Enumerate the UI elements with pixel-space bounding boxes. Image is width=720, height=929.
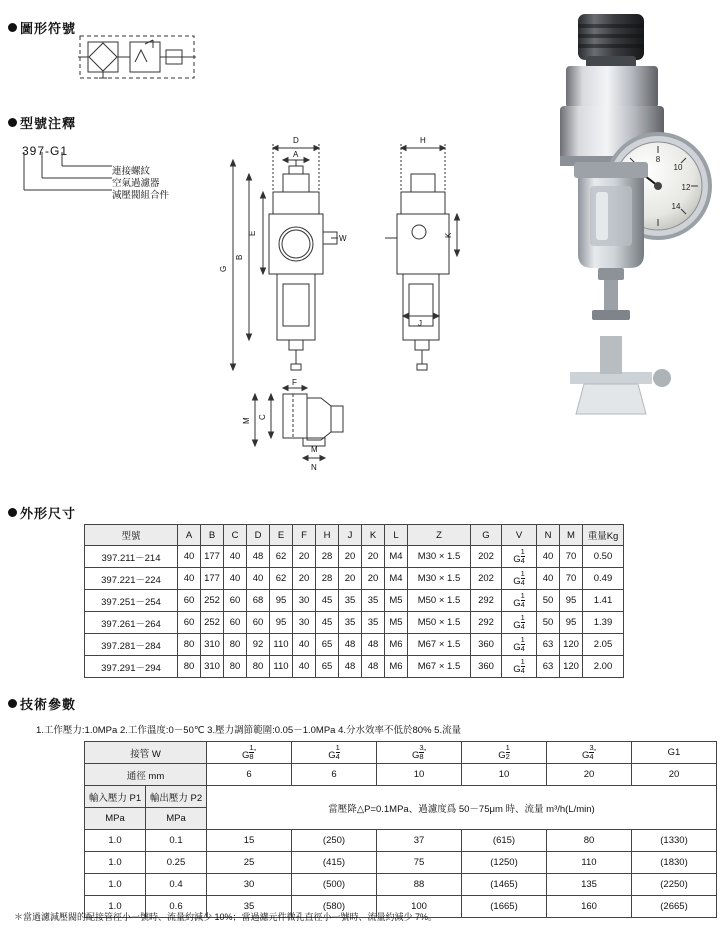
table-row — [85, 852, 717, 874]
table-cell: M50 × 1.5 — [408, 612, 471, 634]
table-cell: 35 — [339, 590, 362, 612]
table-row — [85, 546, 624, 568]
col-header-d: D — [247, 525, 270, 546]
table-cell: G $\frac{1}{4}$ — [502, 546, 537, 568]
table-cell: 80 — [547, 830, 632, 852]
table-row-condition — [85, 786, 717, 808]
section-heading-symbol — [8, 18, 76, 37]
section-heading-tech-label: 技術參數 — [20, 697, 77, 712]
model-legend-item-2: 空氣過濾器 — [112, 178, 160, 189]
col-header-v: V — [502, 525, 537, 546]
table-row — [85, 612, 624, 634]
svg-text:10: 10 — [673, 163, 683, 172]
model-legend-item-3: 減壓閥組合件 — [112, 190, 170, 201]
table-cell: 40 — [293, 656, 316, 678]
table-cell: 48 — [247, 546, 270, 568]
svg-text:D: D — [293, 136, 299, 145]
pipe-value-4: G $\frac{1}{2}$ — [462, 742, 547, 764]
table-cell: 35 — [207, 896, 292, 918]
bullet-icon — [8, 118, 17, 127]
table-cell: 120 — [560, 656, 583, 678]
table-cell: 35 — [339, 612, 362, 634]
table-cell: 30 — [207, 874, 292, 896]
table-cell: 110 — [270, 634, 293, 656]
table-cell: 20 — [293, 568, 316, 590]
table-cell: 70 — [560, 546, 583, 568]
svg-text:F: F — [292, 378, 297, 387]
table-cell: (1665) — [462, 896, 547, 918]
col-header-g: G — [471, 525, 502, 546]
table-cell: 20 — [339, 568, 362, 590]
col-header-h: H — [316, 525, 339, 546]
table-cell: 202 — [471, 568, 502, 590]
table-cell: 1.0 — [85, 830, 146, 852]
bullet-icon — [8, 23, 17, 32]
model-code: 397-G1 — [22, 144, 69, 158]
table-cell: 15 — [207, 830, 292, 852]
table-cell: 37 — [377, 830, 462, 852]
svg-text:C: C — [258, 414, 267, 420]
table-cell: 397.251－254 — [85, 590, 178, 612]
table-cell: (1330) — [632, 830, 717, 852]
bullet-icon — [8, 699, 17, 708]
table-cell: 292 — [471, 612, 502, 634]
table-cell: 360 — [471, 634, 502, 656]
table-cell: 25 — [207, 852, 292, 874]
section-heading-dimensions — [8, 503, 76, 522]
table-row — [85, 874, 717, 896]
table-cell: 35 — [362, 612, 385, 634]
table-cell: 292 — [471, 590, 502, 612]
row-label-output-pressure: 輸出壓力 P2 — [146, 786, 207, 808]
col-header-b: B — [201, 525, 224, 546]
table-cell: 360 — [471, 656, 502, 678]
table-cell: 68 — [247, 590, 270, 612]
table-cell: 40 — [247, 568, 270, 590]
tech-parameters-table — [84, 741, 717, 918]
col-header-k: K — [362, 525, 385, 546]
graphic-symbol-diagram — [78, 34, 196, 80]
table-cell: 62 — [270, 546, 293, 568]
svg-text:H: H — [420, 136, 426, 145]
table-cell: 177 — [201, 568, 224, 590]
table-cell: 95 — [270, 612, 293, 634]
col-header-weight: 重量Kg — [583, 525, 624, 546]
col-header-c: C — [224, 525, 247, 546]
pipe-value-6: G1 — [632, 742, 717, 764]
table-cell: (415) — [292, 852, 377, 874]
table-cell: M4 — [385, 568, 408, 590]
table-cell: M5 — [385, 612, 408, 634]
table-cell: 110 — [270, 656, 293, 678]
table-cell: 40 — [224, 568, 247, 590]
table-cell: 0.6 — [146, 896, 207, 918]
table-cell: 2.05 — [583, 634, 624, 656]
col-header-a: A — [178, 525, 201, 546]
table-cell: 48 — [339, 634, 362, 656]
bore-value-6: 20 — [632, 764, 717, 786]
table-cell: (1465) — [462, 874, 547, 896]
table-cell: G $\frac{1}{4}$ — [502, 634, 537, 656]
product-photo — [540, 6, 716, 426]
section-heading-dimensions-label: 外形尺寸 — [20, 506, 77, 521]
table-cell: 45 — [316, 590, 339, 612]
section-heading-model — [8, 113, 76, 132]
table-cell: G $\frac{1}{4}$ — [502, 568, 537, 590]
section-heading-tech — [8, 694, 76, 713]
table-cell: 80 — [178, 634, 201, 656]
svg-text:G: G — [219, 265, 228, 272]
table-cell: (615) — [462, 830, 547, 852]
col-header-f: F — [293, 525, 316, 546]
table-cell: 2.00 — [583, 656, 624, 678]
table-cell: 397.281－284 — [85, 634, 178, 656]
col-header-model: 型號 — [85, 525, 178, 546]
table-cell: 95 — [270, 590, 293, 612]
table-cell: 70 — [560, 568, 583, 590]
table-cell: (1830) — [632, 852, 717, 874]
table-cell: 40 — [224, 546, 247, 568]
table-cell: 60 — [178, 590, 201, 612]
table-cell: 0.1 — [146, 830, 207, 852]
table-cell: 1.0 — [85, 874, 146, 896]
table-cell: G $\frac{1}{4}$ — [502, 656, 537, 678]
table-cell: G $\frac{1}{4}$ — [502, 612, 537, 634]
table-cell: (2665) — [632, 896, 717, 918]
table-cell: 40 — [178, 568, 201, 590]
table-row — [85, 568, 624, 590]
table-cell: 1.0 — [85, 852, 146, 874]
table-cell: (2250) — [632, 874, 717, 896]
table-cell: 50 — [537, 590, 560, 612]
tech-note: 1.工作壓力:1.0MPa 2.工作溫度:0－50℃ 3.壓力調節範圍:0.05－1.0MPa 4.分水效率不低於80% 5.流量 — [36, 725, 462, 736]
row-label-pipe: 接管 W — [85, 742, 207, 764]
table-cell: 397.291－294 — [85, 656, 178, 678]
table-cell: 63 — [537, 634, 560, 656]
svg-text:N: N — [311, 463, 317, 472]
table-cell: M67 × 1.5 — [408, 656, 471, 678]
table-cell: 310 — [201, 656, 224, 678]
svg-text:B: B — [235, 254, 244, 260]
pipe-value-3: G $\frac{3}{8}$ " — [377, 742, 462, 764]
table-cell: 40 — [178, 546, 201, 568]
section-heading-symbol-label: 圖形符號 — [20, 21, 77, 36]
pipe-value-1: G $\frac{1}{8}$ " — [207, 742, 292, 764]
table-row-pipe — [85, 742, 717, 764]
table-cell: M50 × 1.5 — [408, 590, 471, 612]
table-cell: M67 × 1.5 — [408, 634, 471, 656]
bullet-icon — [8, 508, 17, 517]
table-cell: (1250) — [462, 852, 547, 874]
dimensions-table — [84, 524, 624, 678]
table-cell: 310 — [201, 634, 224, 656]
table-cell: M30 × 1.5 — [408, 568, 471, 590]
table-cell: 20 — [293, 546, 316, 568]
table-cell: 110 — [547, 852, 632, 874]
table-cell: 95 — [560, 590, 583, 612]
table-cell: 80 — [224, 634, 247, 656]
table-cell: 20 — [339, 546, 362, 568]
table-cell: 0.25 — [146, 852, 207, 874]
table-cell: 63 — [537, 656, 560, 678]
table-cell: 88 — [377, 874, 462, 896]
table-cell: 65 — [316, 656, 339, 678]
table-row — [85, 656, 624, 678]
table-cell: (250) — [292, 830, 377, 852]
svg-text:8: 8 — [655, 155, 661, 164]
table-cell: 30 — [293, 590, 316, 612]
table-cell: 1.39 — [583, 612, 624, 634]
model-legend — [112, 166, 169, 202]
svg-text:M: M — [311, 445, 318, 454]
table-row — [85, 634, 624, 656]
svg-text:K: K — [444, 232, 453, 238]
table-cell: 397.211－214 — [85, 546, 178, 568]
svg-text:A: A — [293, 150, 299, 159]
flow-condition: 當壓降△P=0.1MPa、過濾度爲 50－75μm 時、流量 m³/h(L/min) — [207, 786, 717, 830]
table-cell: 397.221－224 — [85, 568, 178, 590]
svg-text:J: J — [418, 319, 422, 328]
table-cell: 1.0 — [85, 896, 146, 918]
table-cell: M5 — [385, 590, 408, 612]
table-cell: 40 — [293, 634, 316, 656]
table-cell: 50 — [537, 612, 560, 634]
row-label-input-unit: MPa — [85, 808, 146, 830]
table-cell: 95 — [560, 612, 583, 634]
row-label-input-pressure: 輸入壓力 P1 — [85, 786, 146, 808]
table-cell: 135 — [547, 874, 632, 896]
pipe-value-2: G $\frac{1}{4}$ — [292, 742, 377, 764]
model-leader-lines — [22, 152, 122, 217]
section-heading-model-label: 型號注釋 — [20, 116, 77, 131]
bore-value-4: 10 — [462, 764, 547, 786]
table-header-row — [85, 525, 624, 546]
table-cell: 20 — [362, 568, 385, 590]
col-header-l: L — [385, 525, 408, 546]
table-cell: 48 — [362, 634, 385, 656]
table-cell: 60 — [247, 612, 270, 634]
table-cell: 397.261－264 — [85, 612, 178, 634]
table-cell: 40 — [537, 568, 560, 590]
table-cell: 28 — [316, 568, 339, 590]
table-cell: 0.4 — [146, 874, 207, 896]
table-cell: M6 — [385, 634, 408, 656]
table-cell: 35 — [362, 590, 385, 612]
row-label-output-unit: MPa — [146, 808, 207, 830]
col-header-e: E — [270, 525, 293, 546]
table-cell: 80 — [224, 656, 247, 678]
table-cell: M30 × 1.5 — [408, 546, 471, 568]
bore-value-2: 6 — [292, 764, 377, 786]
table-cell: 100 — [377, 896, 462, 918]
footnote: ＊當過濾減壓閥的配接管徑小一號時、流量約減少 10%；當過濾元件微孔直徑小一號時、流量約減少 7%。 — [14, 912, 438, 922]
table-cell: 45 — [316, 612, 339, 634]
table-cell: 160 — [547, 896, 632, 918]
col-header-j: J — [339, 525, 362, 546]
col-header-m: M — [560, 525, 583, 546]
table-cell: 20 — [362, 546, 385, 568]
table-cell: 75 — [377, 852, 462, 874]
table-cell: 0.49 — [583, 568, 624, 590]
col-header-z: Z — [408, 525, 471, 546]
table-cell: M6 — [385, 656, 408, 678]
bore-value-3: 10 — [377, 764, 462, 786]
bore-value-1: 6 — [207, 764, 292, 786]
table-cell: 40 — [537, 546, 560, 568]
svg-text:W: W — [339, 234, 347, 243]
table-cell: 1.41 — [583, 590, 624, 612]
table-cell: (500) — [292, 874, 377, 896]
table-cell: 65 — [316, 634, 339, 656]
svg-text:12: 12 — [681, 183, 691, 192]
table-cell: M4 — [385, 546, 408, 568]
table-cell: 177 — [201, 546, 224, 568]
table-cell: (580) — [292, 896, 377, 918]
pipe-value-5: G $\frac{3}{4}$ " — [547, 742, 632, 764]
table-cell: 202 — [471, 546, 502, 568]
table-row — [85, 830, 717, 852]
technical-drawing — [205, 126, 525, 496]
table-cell: 92 — [247, 634, 270, 656]
table-cell: 60 — [224, 590, 247, 612]
table-cell: 252 — [201, 590, 224, 612]
table-cell: 0.50 — [583, 546, 624, 568]
svg-text:M: M — [242, 417, 251, 424]
svg-text:E: E — [248, 230, 257, 236]
table-row — [85, 590, 624, 612]
table-cell: 60 — [178, 612, 201, 634]
col-header-n: N — [537, 525, 560, 546]
table-cell: 48 — [339, 656, 362, 678]
table-cell: G $\frac{1}{4}$ — [502, 590, 537, 612]
table-cell: 252 — [201, 612, 224, 634]
row-label-bore: 通徑 mm — [85, 764, 207, 786]
table-cell: 60 — [224, 612, 247, 634]
table-cell: 62 — [270, 568, 293, 590]
table-cell: 28 — [316, 546, 339, 568]
table-cell: 80 — [178, 656, 201, 678]
model-legend-item-1: 連接螺紋 — [112, 166, 151, 177]
table-cell: 80 — [247, 656, 270, 678]
svg-text:14: 14 — [671, 202, 681, 211]
table-cell: 120 — [560, 634, 583, 656]
bore-value-5: 20 — [547, 764, 632, 786]
table-row-bore — [85, 764, 717, 786]
table-cell: 30 — [293, 612, 316, 634]
table-cell: 48 — [362, 656, 385, 678]
